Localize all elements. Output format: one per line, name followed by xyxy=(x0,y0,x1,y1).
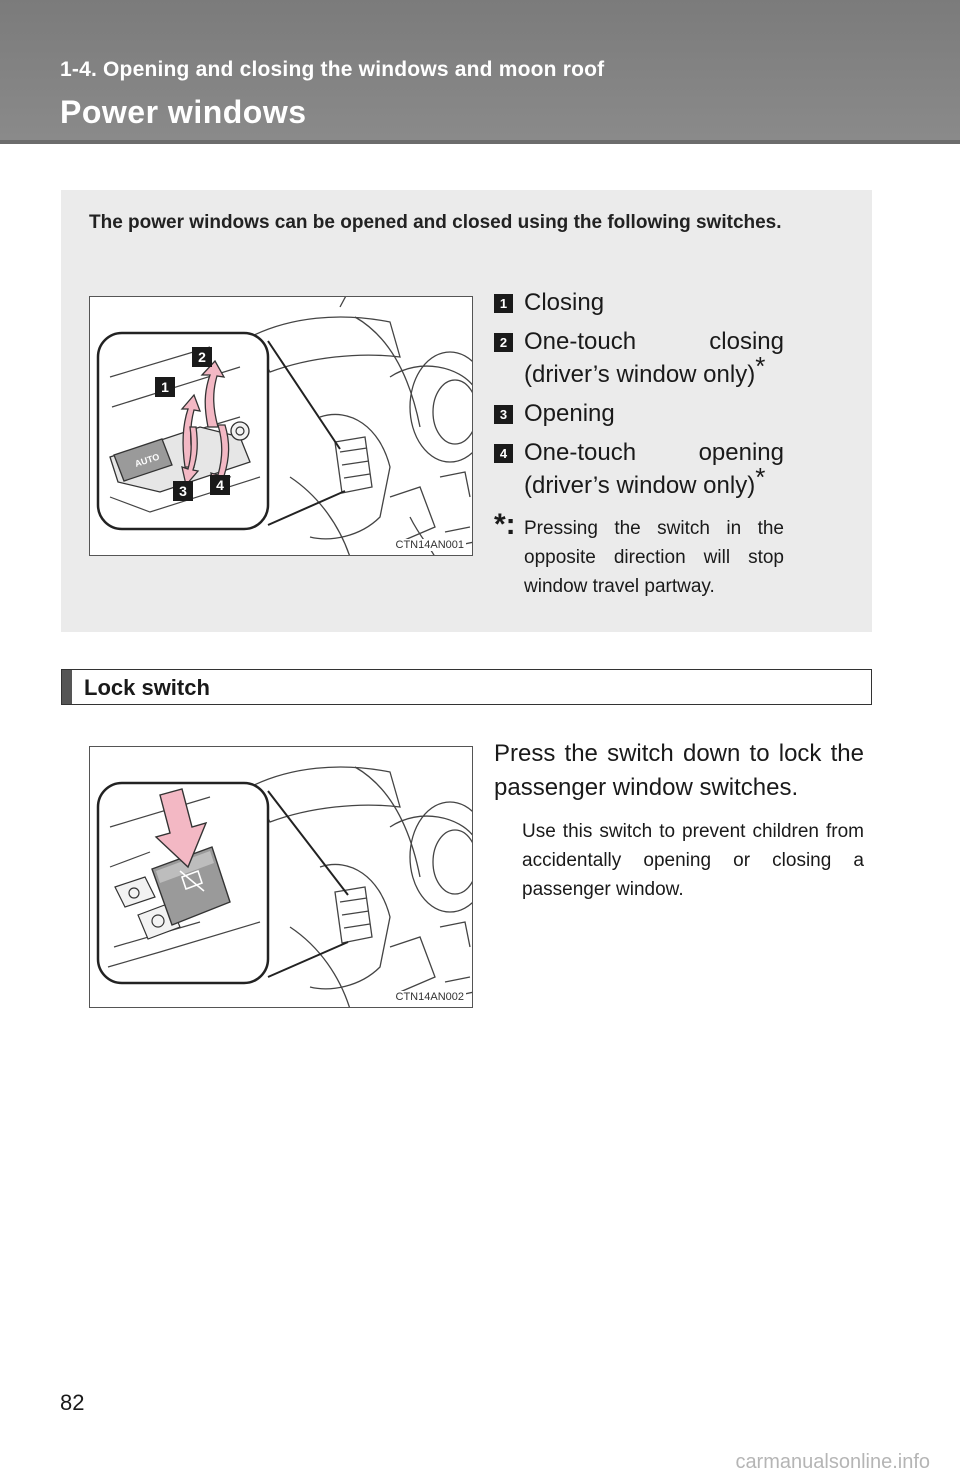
auto-label: AUTO xyxy=(133,451,161,469)
legend-asterisk: * xyxy=(755,462,766,492)
heading-bar xyxy=(62,670,72,704)
legend-number: 3 xyxy=(494,405,513,424)
watermark: carmanualsonline.info xyxy=(735,1451,930,1473)
lock-switch-heading xyxy=(61,669,872,705)
legend-number: 1 xyxy=(494,294,513,313)
callout-1: 1 xyxy=(161,379,169,395)
figure-code: CTN14AN002 xyxy=(395,991,464,1003)
lock-sub-text: Use this switch to prevent children from accidentally opening or closing a passenger window. xyxy=(522,821,864,900)
intro-text: The power windows can be opened and closed using the following switches. xyxy=(89,212,782,233)
lock-switch-illustration xyxy=(90,747,473,1008)
section-title: 1-4. Opening and closing the windows and moon roof xyxy=(60,58,605,81)
callout-3: 3 xyxy=(179,483,187,499)
lock-main-text: Press the switch down to lock the passenger window switches. xyxy=(494,740,864,801)
legend-number: 2 xyxy=(494,333,513,352)
page-header xyxy=(0,0,960,144)
legend-item xyxy=(494,397,784,430)
lock-switch-figure xyxy=(89,746,473,1008)
legend-item xyxy=(494,436,784,502)
intro-box xyxy=(61,190,872,632)
page-number: 82 xyxy=(60,1390,85,1415)
legend-text: Opening xyxy=(524,400,615,427)
callout-2: 2 xyxy=(198,349,206,365)
footnote-text: Pressing the switch in the opposite direction will stop window travel partway. xyxy=(524,518,784,597)
callout-legend xyxy=(494,286,784,601)
legend-text: One-touch opening (driver’s window only) xyxy=(524,439,784,499)
footnote-mark: *: xyxy=(494,508,516,541)
lock-switch-text xyxy=(494,737,864,904)
callout-4: 4 xyxy=(216,477,224,493)
legend-text: Closing xyxy=(524,289,605,316)
footnote xyxy=(494,508,784,601)
legend-item xyxy=(494,286,784,319)
figure-code: CTN14AN001 xyxy=(395,539,464,551)
window-switch-figure xyxy=(89,296,473,556)
window-switch-illustration xyxy=(90,297,473,556)
legend-text: One-touch closing (driver’s window only) xyxy=(524,328,784,388)
page-title: Power windows xyxy=(60,94,307,130)
legend-number: 4 xyxy=(494,444,513,463)
legend-item xyxy=(494,325,784,391)
legend-asterisk: * xyxy=(755,351,766,381)
heading-label: Lock switch xyxy=(84,675,210,700)
